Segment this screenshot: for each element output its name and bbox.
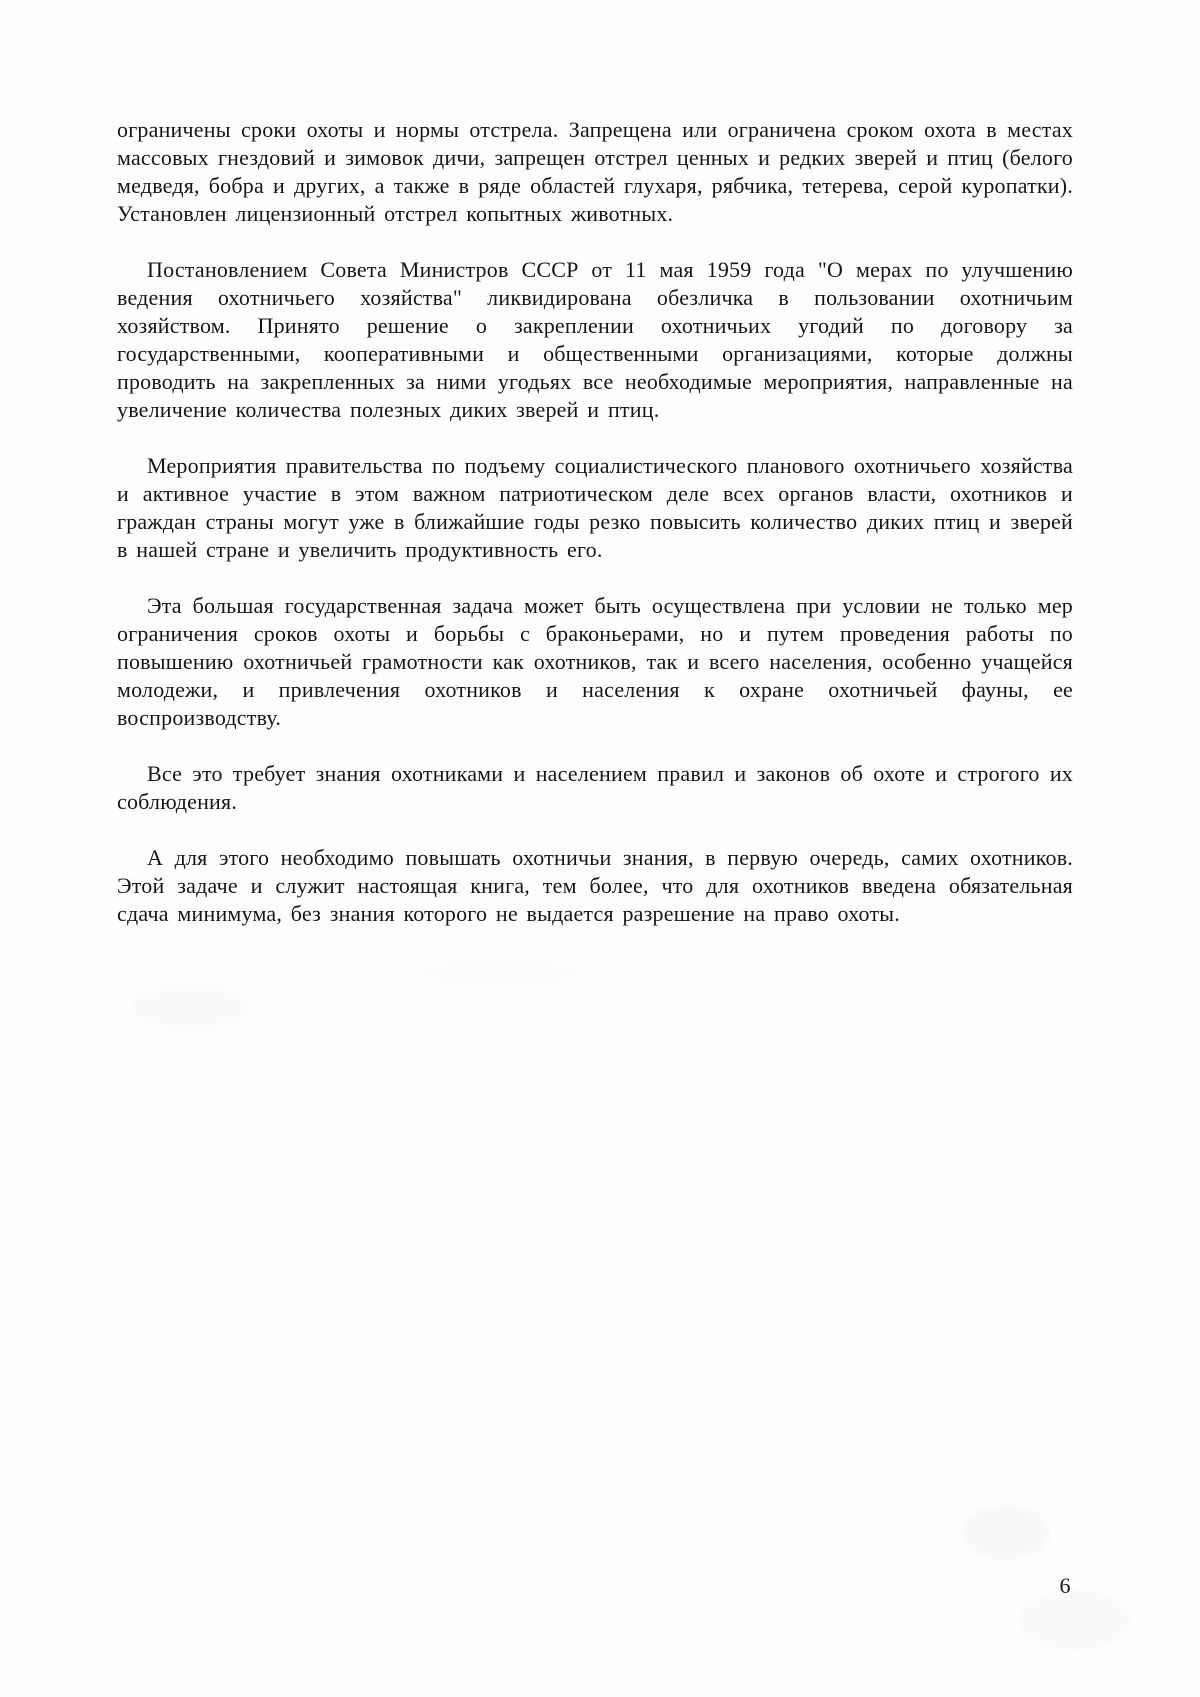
paragraph: Эта большая государственная задача может быть осуществлена при условии не только мер ограничения сроков охоты и борьбы с браконьерами, но и путем проведения работы по повышению охотничьей грамотности как охотников, так и всего населения, особенно учащейся молодежи, и привлечения охотников и населения к охране охотничьей фауны, ее воспроизводству. bbox=[117, 593, 1073, 730]
paragraph: А для этого необходимо повышать охотничьи знания, в первую очередь, самих охотников. Этой задаче и служит настоящая книга, тем более, что для охотников введена обязательная сдача минимума, без знания которого не выдается разрешение на право охоты. bbox=[117, 845, 1073, 926]
scan-artifact bbox=[1020, 1590, 1130, 1650]
paragraph: Постановлением Совета Министров СССР от 11 мая 1959 года "О мерах по улучшению ведения охотничьего хозяйства" ликвидирована обезличка в пользовании охотничьим хозяйством. Принято решение о закреплении охотничьих угодий по договору за государственными, кооперативными и общественными организациями, которые должны проводить на закрепленных за ними угодьях все необходимые мероприятия, направленные на увеличение количества полезных диких зверей и птиц. bbox=[117, 257, 1073, 422]
paragraph: Все это требует знания охотниками и населением правил и законов об охоте и строгого их соблюдения. bbox=[117, 761, 1073, 814]
paragraph: ограничены сроки охоты и нормы отстрела. Запрещена или ограничена сроком охота в местах массовых гнездовий и зимовок дичи, запрещен отстрел ценных и редких зверей и птиц (белого медведя, бобра и других, а также в ряде областей глухаря, рябчика, тетерева, серой куропатки). Установлен лицензионный отстрел копытных животных. bbox=[117, 117, 1073, 226]
scan-artifact bbox=[420, 958, 580, 988]
scan-artifact bbox=[130, 985, 250, 1030]
paragraph: Мероприятия правительства по подъему социалистического планового охотничьего хозяйства и активное участие в этом важном патриотическом деле всех органов власти, охотников и граждан страны могут уже в ближайшие годы резко повысить количество диких птиц и зверей в нашей стране и увеличить продуктивность его. bbox=[117, 453, 1073, 562]
page-number: 6 bbox=[1059, 1573, 1071, 1598]
scan-artifact bbox=[960, 1505, 1050, 1560]
page-body-text bbox=[117, 116, 1073, 956]
